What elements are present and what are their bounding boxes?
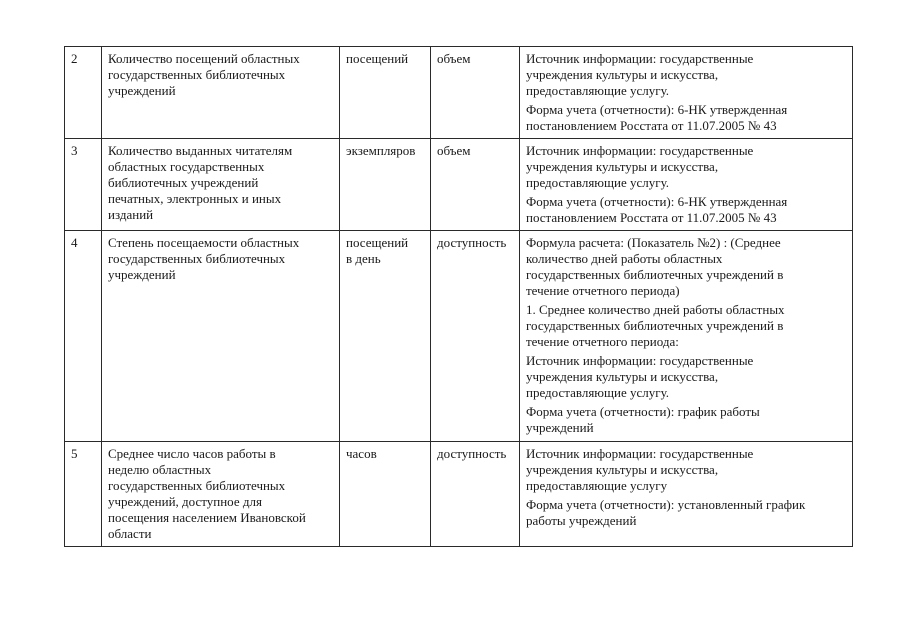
table-row — [65, 139, 853, 231]
row-number-cell — [65, 231, 102, 442]
info-cell — [520, 47, 853, 139]
unit-of-measure: посещений в день — [346, 235, 409, 266]
document-page — [64, 46, 852, 547]
indicator-type-cell — [431, 139, 520, 231]
info-paragraph: Форма учета (отчетности): 6-НК утвержденная постановлением Росстата от 11.07.2005 № 43 — [526, 102, 788, 133]
row-number-cell — [65, 442, 102, 547]
info-paragraph: Форма учета (отчетности): график работы учреждений — [526, 404, 760, 435]
info-paragraph: Форма учета (отчетности): установленный график работы учреждений — [526, 497, 806, 528]
indicator-name-cell — [102, 231, 340, 442]
indicator-type: доступность — [437, 446, 507, 461]
indicator-type: доступность — [437, 235, 507, 250]
row-number-cell — [65, 47, 102, 139]
unit-of-measure: экземпляров — [346, 143, 416, 158]
indicator-name: Количество выданных читателям областных государственных библиотечных учреждений печатных, электронных и иных изданий — [108, 143, 293, 222]
unit-cell — [340, 442, 431, 547]
unit-cell — [340, 231, 431, 442]
row-number-cell — [65, 139, 102, 231]
info-paragraph: Источник информации: государственные учреждения культуры и искусства, предоставляющие услугу. — [526, 51, 754, 98]
indicator-type-cell — [431, 47, 520, 139]
info-paragraph: Источник информации: государственные учреждения культуры и искусства, предоставляющие услугу — [526, 446, 754, 493]
unit-of-measure: часов — [346, 446, 377, 461]
info-paragraph: Форма учета (отчетности): 6-НК утвержденная постановлением Росстата от 11.07.2005 № 43 — [526, 194, 788, 225]
indicators-table — [64, 46, 853, 547]
row-number: 4 — [71, 235, 78, 250]
table-row — [65, 231, 853, 442]
indicator-name: Количество посещений областных государственных библиотечных учреждений — [108, 51, 300, 98]
indicator-type: объем — [437, 143, 471, 158]
indicator-name-cell — [102, 442, 340, 547]
indicator-type-cell — [431, 442, 520, 547]
info-cell — [520, 231, 853, 442]
row-number: 5 — [71, 446, 78, 461]
indicator-name: Среднее число часов работы в неделю областных государственных библиотечных учреждений, доступное для посещения населением Ивановской области — [108, 446, 306, 541]
table-row — [65, 47, 853, 139]
info-cell — [520, 139, 853, 231]
row-number: 3 — [71, 143, 78, 158]
unit-cell — [340, 139, 431, 231]
indicator-name-cell — [102, 139, 340, 231]
unit-cell — [340, 47, 431, 139]
unit-of-measure: посещений — [346, 51, 409, 66]
info-paragraph: Формула расчета: (Показатель №2) : (Среднее количество дней работы областных государственных библиотечных учреждений в течение отчетного периода) — [526, 235, 784, 298]
table-row — [65, 442, 853, 547]
indicator-name-cell — [102, 47, 340, 139]
indicator-name: Степень посещаемости областных государственных библиотечных учреждений — [108, 235, 300, 282]
indicator-type-cell — [431, 231, 520, 442]
info-paragraph: 1. Среднее количество дней работы областных государственных библиотечных учреждений в течение отчетного периода: — [526, 302, 785, 349]
info-cell — [520, 442, 853, 547]
row-number: 2 — [71, 51, 78, 66]
indicator-type: объем — [437, 51, 471, 66]
info-paragraph: Источник информации: государственные учреждения культуры и искусства, предоставляющие услугу. — [526, 143, 754, 190]
info-paragraph: Источник информации: государственные учреждения культуры и искусства, предоставляющие услугу. — [526, 353, 754, 400]
